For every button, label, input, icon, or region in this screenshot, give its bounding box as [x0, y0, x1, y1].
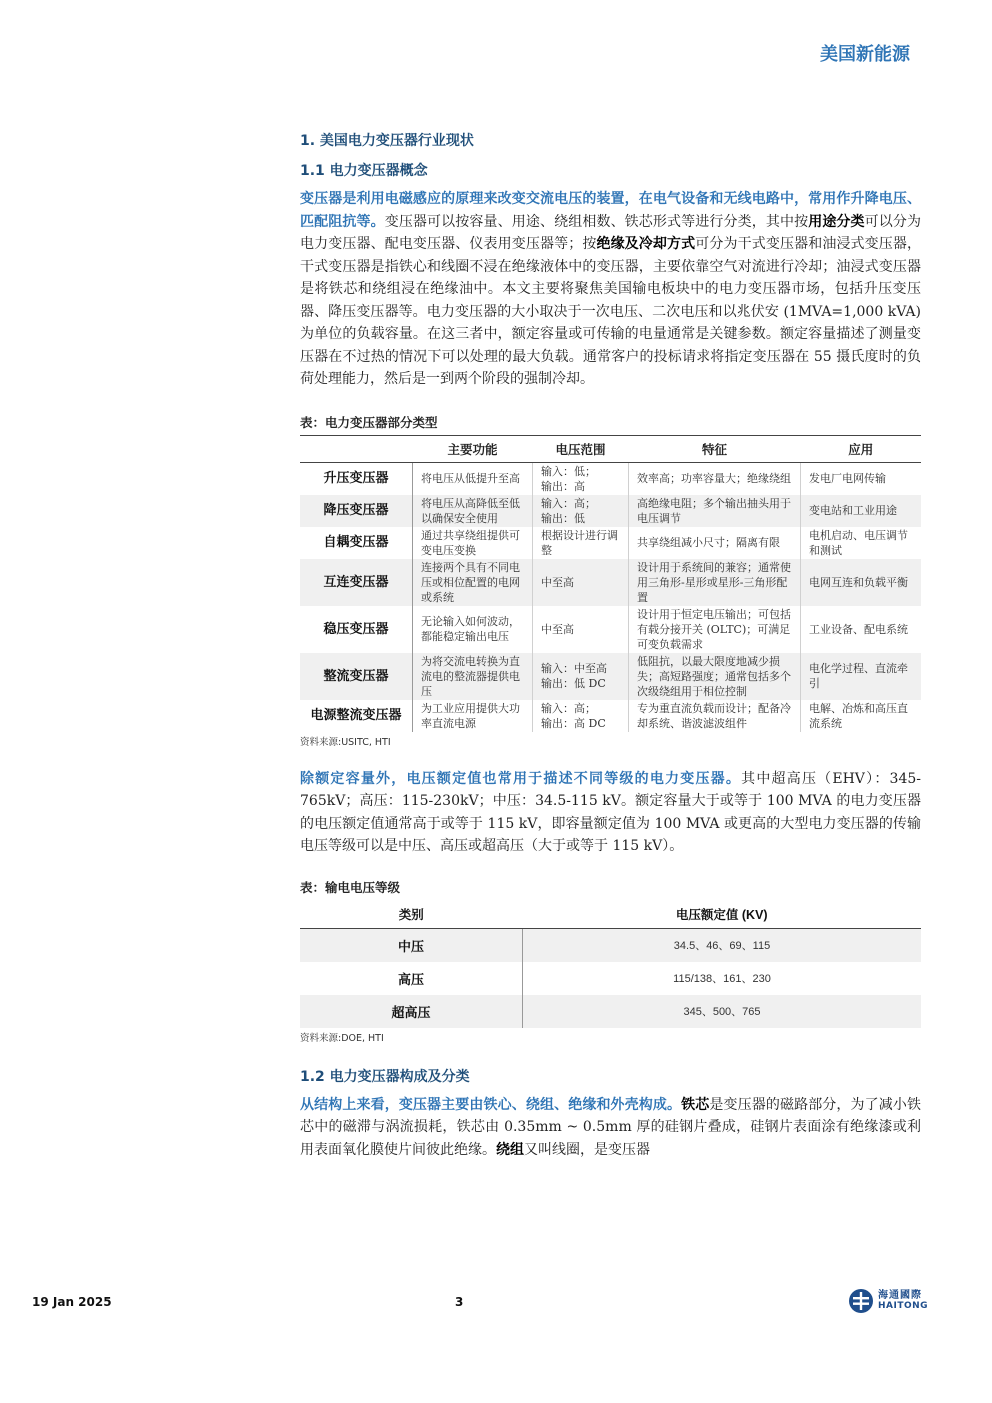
cell-func: 连接两个具有不同电压或相位配置的电网或系统: [413, 559, 533, 606]
column-header: 电压范围: [533, 435, 629, 462]
paragraph-voltage-rating: [300, 768, 921, 858]
table-row: [300, 462, 921, 495]
table-header-row: [300, 435, 921, 462]
lead-sentence: 变压器是利用电磁感应的原理来改变交流电压的装置，在电气设备和无线电路中，常用作升降电压、匹配阻抗等。: [300, 191, 921, 230]
cell-name: 电源整流变压器: [300, 700, 413, 732]
cell-name: 稳压变压器: [300, 606, 413, 653]
cell-func: 为将交流电转换为直流电的整流器提供电压: [413, 653, 533, 700]
subsection-heading: 1.1 电力变压器概念: [300, 163, 428, 179]
cell-func: 通过共享绕组提供可变电压变换: [413, 527, 533, 559]
cell-voltage: 115/138、161、230: [673, 973, 771, 985]
transformer-types-table: [300, 435, 921, 732]
voltage-class-table: [300, 900, 921, 1028]
cell-func: 无论输入如何波动，都能稳定输出电压: [413, 606, 533, 653]
report-date: 19 Jan 2025: [32, 1295, 112, 1309]
main-content: [300, 130, 921, 1161]
cell-func: 为工业应用提供大功率直流电源: [413, 700, 533, 732]
cell-app: 电网互连和负载平衡: [801, 559, 922, 606]
cell-category: 超高压: [300, 995, 523, 1028]
table-row: [300, 700, 921, 732]
logo-chinese: 海通國際: [878, 1290, 922, 1301]
text-run: 又叫线圈，是变压器: [524, 1141, 650, 1158]
table-row: [300, 962, 921, 995]
cell-app: 电解、冶炼和高压直流系统: [809, 701, 908, 730]
cell-feature: 设计用于系统间的兼容；通常使用三角形-星形或星形-三角形配置: [629, 559, 801, 606]
table-row: [300, 527, 921, 559]
cell-range: 输入：低； 输出：高: [533, 462, 629, 495]
cell-range: 输入：高； 输出：低: [533, 495, 629, 527]
table-title: 表：电力变压器部分类型: [300, 414, 438, 430]
text-run: 可以分为电力变压器、配电变压器、仪表用变压器等；按: [300, 213, 922, 252]
cell-name: 整流变压器: [300, 653, 413, 700]
cell-feature: 共享绕组减小尺寸；隔离有限: [629, 527, 801, 559]
column-header: 特征: [629, 435, 801, 462]
text-run: 可分为干式变压器和油浸式变压器，干式变压器是指铁心和线圈不浸在绝缘液体中的变压器，主要依靠空气对流进行冷却；油浸式变压器是将铁芯和绕组浸在绝缘油中。本文主要将聚焦美国输电板块中的电力变压器市场，包括升压变压器、降压变压器等。电力变压器的大小取决于一次电压、二次电压和以兆伏安 (1MVA=1,000 kVA) 为单位的负载容量。在这三者中，额定容量或可传输的电量通常是关键参数。额定容量描述了测量变压器在不过热的情况下可以处理的最大负载。通常客户的投标请求将指定变压器在 55 摄氏度时的负荷处理能力，然后是一到两个阶段的强制冷却。: [300, 236, 922, 387]
page-number: 3: [455, 1295, 464, 1309]
cell-name: 升压变压器: [300, 462, 413, 495]
cell-name: 自耦变压器: [300, 527, 413, 559]
text-run: 其中超高压（EHV）：345-765kV；高压：115-230kV；中压：34.5-115 kV。额定容量大于或等于 100 MVA 的电力变压器的电压额定值通常高于或等于 115 kV，即容量额定值为 100 MVA 或更高的大型电力变压器的传输电压等级可以是中压、高压或超高压（大于或等于 115 kV）。: [300, 770, 921, 854]
logo-text: [878, 1290, 928, 1312]
cell-func: 将电压从低提升至高: [413, 462, 533, 495]
cell-app: 变电站和工业用途: [801, 495, 922, 527]
table-row: [300, 653, 921, 700]
cell-category: 中压: [300, 928, 523, 962]
table-row: [300, 995, 921, 1028]
logo-english: HAITONG: [878, 1301, 929, 1311]
column-header: 类别: [300, 900, 523, 929]
lead-sentence: 从结构上来看，变压器主要由铁心、绕组、绝缘和外壳构成。: [300, 1096, 682, 1113]
cell-app: 电机启动、电压调节和测试: [809, 528, 908, 557]
cell-app: 工业设备、配电系统: [809, 622, 908, 636]
cell-feature: 高绝缘电阻；多个输出抽头用于电压调节: [629, 495, 801, 527]
cell-feature: 低阻抗，以最大限度地减少损失；高短路强度；通常包括多个次级绕组用于相位控制: [629, 653, 801, 700]
table-header-row: [300, 900, 921, 929]
cell-range: 中至高: [533, 606, 629, 653]
table-source: 资料来源:DOE, HTI: [300, 1032, 384, 1044]
column-header: 电压额定值 (KV): [523, 900, 922, 929]
table-row: [300, 606, 921, 653]
cell-range: 输入：中至高 输出：低 DC: [533, 653, 629, 700]
cell-app: 发电厂电网传输: [809, 472, 886, 485]
table-row: [300, 495, 921, 527]
bold-term: 铁芯: [681, 1096, 710, 1113]
text-run: 是变压器的磁路部分，为了减小铁芯中的磁滞与涡流损耗，铁芯由 0.35mm ~ 0.5mm 厚的硅钢片叠成，硅钢片表面涂有绝缘漆或利用表面氧化膜使片间彼此绝缘。: [300, 1096, 922, 1158]
cell-name: 降压变压器: [300, 495, 413, 527]
cell-feature: 设计用于恒定电压输出；可包括有载分接开关 (OLTC)；可满足可变负载需求: [629, 606, 801, 653]
cell-feature: 专为重直流负载而设计；配备冷却系统、谐波滤波组件: [629, 700, 801, 732]
cell-category: 高压: [300, 962, 523, 995]
cell-func: 将电压从高降低至低以确保安全使用: [413, 495, 533, 527]
cell-feature: 效率高；功率容量大；绝缘绕组: [629, 462, 801, 495]
haitong-logo-icon: [848, 1288, 874, 1314]
haitong-logo: [848, 1288, 928, 1314]
paragraph-transformer-structure: [300, 1094, 921, 1162]
table-row: [300, 559, 921, 606]
cell-app: 电化学过程、直流牵引: [801, 653, 922, 700]
subsection-heading: 1.2 电力变压器构成及分类: [300, 1068, 470, 1085]
report-header-title: 美国新能源: [820, 44, 910, 65]
column-header: [300, 435, 413, 462]
column-header: 应用: [801, 435, 922, 462]
text-run: 变压器可以按容量、用途、绕组相数、铁芯形式等进行分类，其中按: [384, 213, 809, 230]
table-title: 表：输电电压等级: [300, 879, 401, 895]
paragraph-transformer-concept: [300, 188, 921, 391]
table-row: [300, 928, 921, 962]
cell-voltage: 34.5、46、69、115: [523, 928, 922, 962]
cell-range: 输入：高； 输出：高 DC: [533, 700, 629, 732]
cell-name: 互连变压器: [300, 559, 413, 606]
cell-range: 根据设计进行调整: [533, 527, 629, 559]
bold-term: 绕组: [496, 1141, 524, 1158]
section-heading: 1. 美国电力变压器行业现状: [300, 133, 474, 149]
column-header: 主要功能: [413, 435, 533, 462]
bold-term: 绝缘及冷却方式: [596, 236, 696, 252]
lead-sentence: 除额定容量外，电压额定值也常用于描述不同等级的电力变压器。: [300, 770, 742, 787]
cell-voltage: 345、500、765: [523, 995, 922, 1028]
cell-range: 中至高: [533, 559, 629, 606]
bold-term: 用途分类: [808, 213, 865, 230]
table-source: 资料来源:USITC, HTI: [300, 736, 391, 748]
